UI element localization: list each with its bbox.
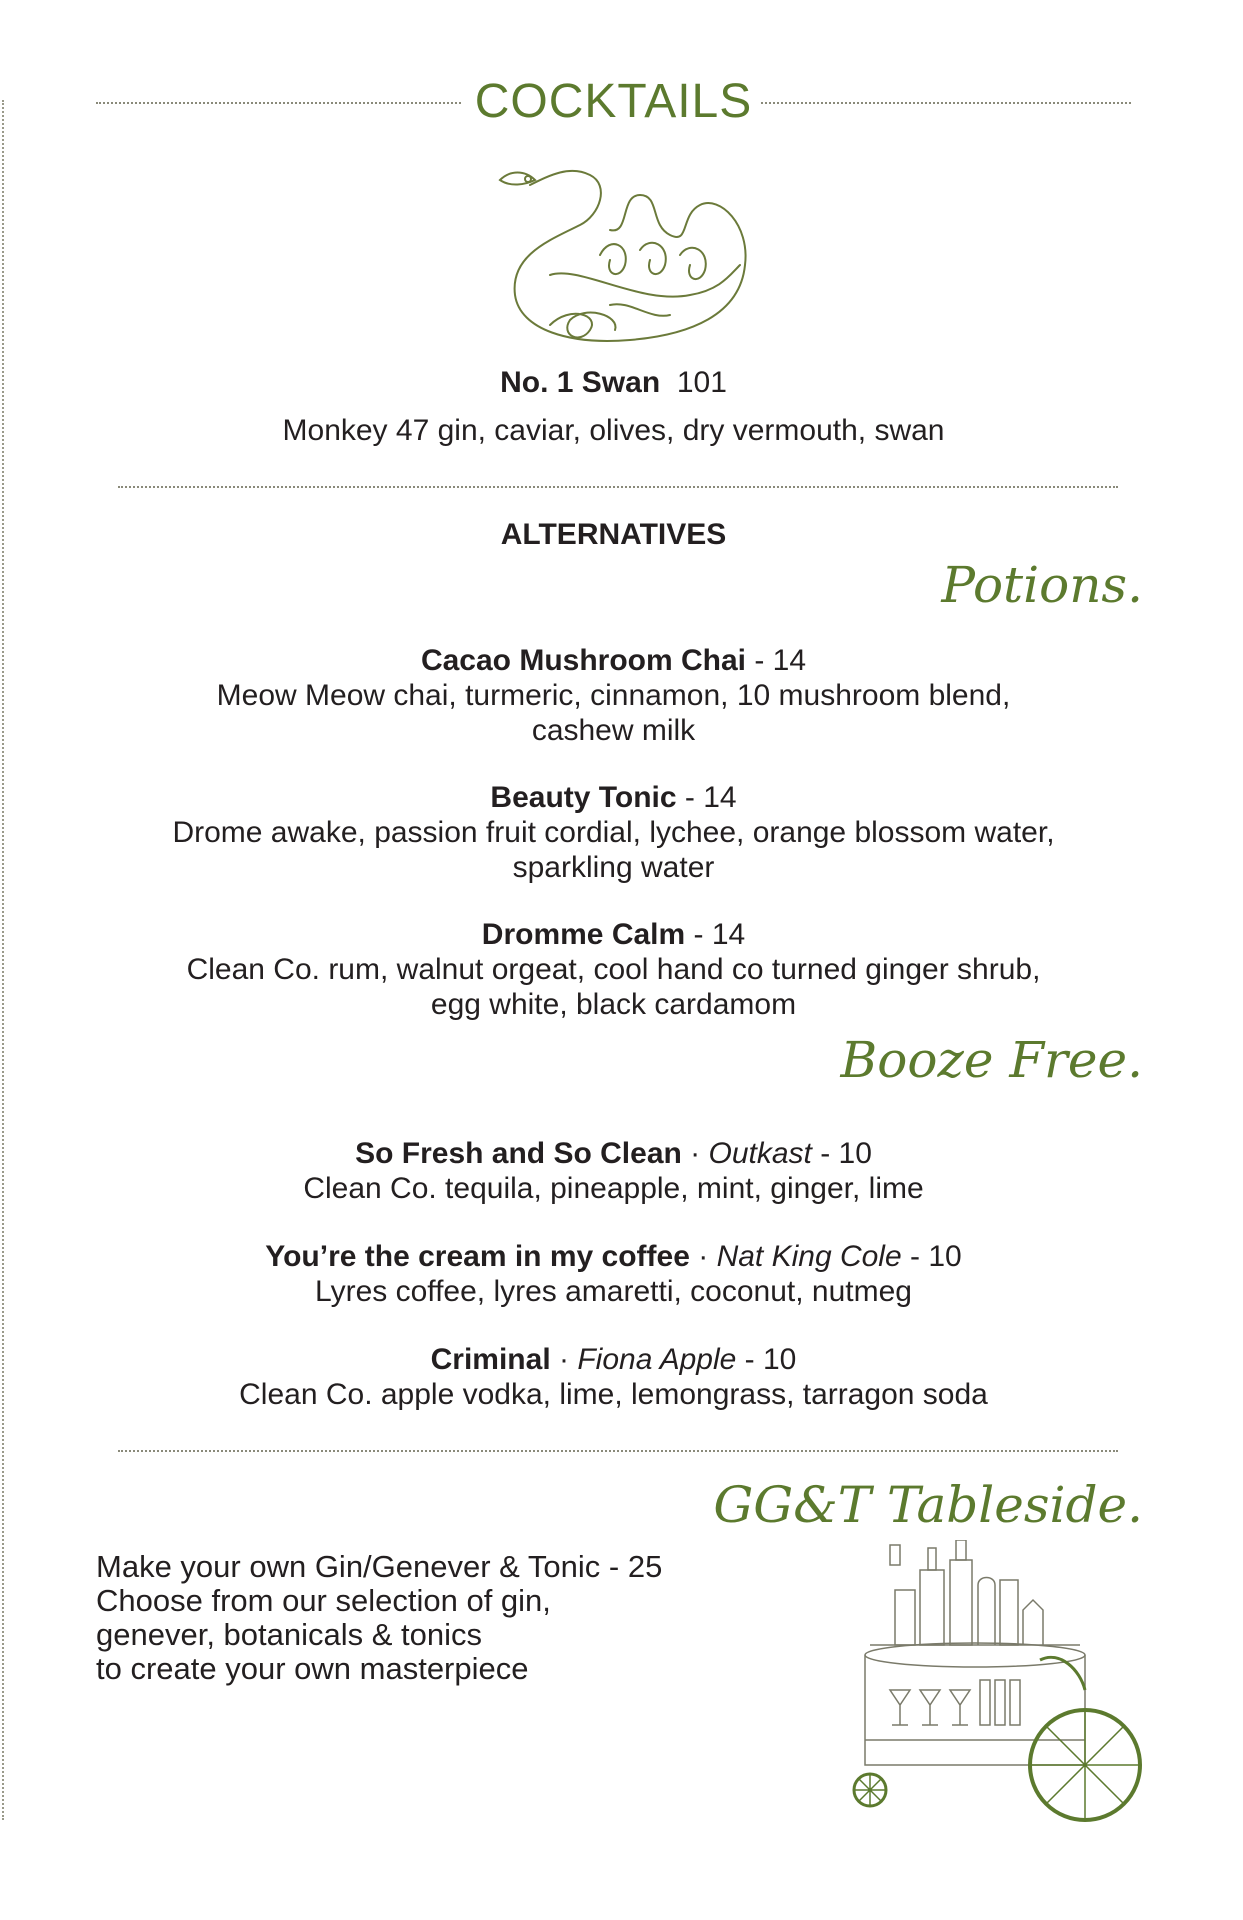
bar-cart-illustration-icon	[830, 1540, 1150, 1825]
potions-label: Potions.	[941, 556, 1143, 614]
alternatives-heading: ALTERNATIVES	[500, 518, 727, 551]
item-description: egg white, black cardamom	[430, 988, 797, 1021]
list-item	[96, 1136, 1131, 1206]
ggt-line: to create your own masterpiece	[96, 1651, 529, 1686]
list-item	[96, 917, 1131, 1022]
item-name: So Fresh and So Clean	[355, 1137, 682, 1170]
item-price: - 14	[746, 644, 807, 677]
item-name: Cacao Mushroom Chai	[420, 644, 747, 677]
item-description: Clean Co. tequila, pineapple, mint, ginger, lime	[303, 1172, 924, 1205]
ggt-line: genever, botanicals & tonics	[96, 1617, 483, 1652]
item-name: You’re the cream in my coffee	[265, 1240, 690, 1273]
featured-description: Monkey 47 gin, caviar, olives, dry vermouth, swan	[282, 414, 945, 447]
item-description: Drome awake, passion fruit cordial, lychee, orange blossom water,	[172, 816, 1055, 849]
item-name: Criminal	[430, 1343, 551, 1376]
item-price: - 14	[676, 781, 737, 814]
item-separator: ·	[681, 1137, 709, 1170]
left-edge-rule	[2, 100, 4, 1820]
featured-name: No. 1 Swan	[500, 366, 661, 399]
item-price: - 10	[901, 1240, 962, 1273]
header	[96, 70, 1131, 134]
item-price: - 14	[685, 918, 746, 951]
item-description: sparkling water	[512, 851, 715, 884]
item-description: Lyres coffee, lyres amaretti, coconut, nutmeg	[315, 1275, 912, 1308]
page-title: COCKTAILS	[474, 75, 753, 128]
item-separator: ·	[550, 1343, 578, 1376]
item-price: - 10	[736, 1343, 797, 1376]
item-artist: Outkast	[708, 1137, 812, 1170]
list-item	[96, 1342, 1131, 1412]
booze-free-label: Booze Free.	[840, 1031, 1143, 1089]
list-item	[96, 780, 1131, 885]
featured-cocktail	[96, 365, 1131, 400]
ggt-line: Make your own Gin/Genever & Tonic - 25	[96, 1549, 663, 1584]
ggt-line: Choose from our selection of gin,	[96, 1583, 551, 1618]
list-item	[96, 1239, 1131, 1309]
divider	[118, 1450, 1118, 1452]
item-description: Clean Co. rum, walnut orgeat, cool hand co turned ginger shrub,	[186, 953, 1041, 986]
swan-line-drawing-icon	[490, 155, 760, 350]
item-price: - 10	[811, 1137, 872, 1170]
ggt-description	[96, 1550, 662, 1686]
featured-price: 101	[676, 366, 727, 399]
ggt-label: GG&T Tableside.	[713, 1476, 1143, 1534]
item-name: Dromme Calm	[481, 918, 686, 951]
list-item	[96, 643, 1131, 748]
item-separator: ·	[689, 1240, 717, 1273]
item-description: cashew milk	[531, 714, 696, 747]
item-name: Beauty Tonic	[490, 781, 677, 814]
divider	[118, 486, 1118, 488]
item-description: Meow Meow chai, turmeric, cinnamon, 10 mushroom blend,	[216, 679, 1011, 712]
item-artist: Nat King Cole	[716, 1240, 902, 1273]
item-description: Clean Co. apple vodka, lime, lemongrass, tarragon soda	[239, 1378, 988, 1411]
item-artist: Fiona Apple	[577, 1343, 737, 1376]
